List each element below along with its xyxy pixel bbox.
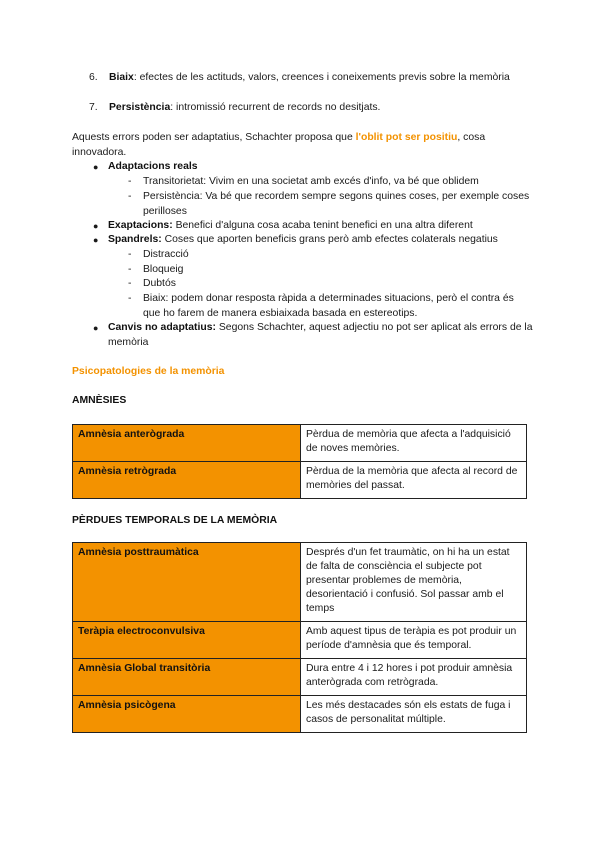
row-value: Pèrdua de la memòria que afecta al record de memòries del passat. [301,462,527,499]
sub-item [128,263,533,278]
intro-paragraph [72,131,542,160]
dash-icon: - [128,191,132,202]
row-key: Amnèsia posttraumàtica [73,543,301,622]
highlight-text: l'oblit pot ser positiu [355,132,458,143]
table-row [73,696,527,733]
bullet-dot-icon: ● [93,235,99,245]
item-text: : intromissió recurrent de records no desitjats. [170,102,381,113]
bullet-adaptacions [93,160,533,175]
row-value: Dura entre 4 i 12 hores i pot produir amnèsia anterògrada com retrògrada. [301,659,527,696]
table-row [73,425,527,462]
table-row [73,622,527,659]
item-number: 7. [89,102,98,113]
sub-item [128,175,533,190]
row-value: Després d'un fet traumàtic, on hi ha un estat de falta de consciència el subjecte pot presentar problemes de memòria, desorientació i confusió. Sol passar amb el temps [301,543,527,622]
sub-item [128,292,533,321]
row-key: Amnèsia anterògrada [73,425,301,462]
dash-icon: - [128,176,132,187]
bullet-dot-icon: ● [93,323,99,333]
dash-icon: - [128,264,132,275]
table-row [73,543,527,622]
bullet-text: Segons Schachter, aquest adjectiu no pot ser aplicat als errors de la memòria [108,322,533,348]
amnesies-title: AMNÈSIES [72,395,127,406]
bullet-text: Benefici d'alguna cosa acaba tenint benefici en una altra diferent [172,220,473,231]
sub-text: Dubtós [143,278,176,289]
bullet-term: Spandrels: [108,234,162,245]
table-row [73,462,527,499]
sub-text: Persistència: Va bé que recordem sempre segons quines coses, per exemple coses perilloses [143,191,530,217]
row-value: Pèrdua de memòria que afecta a l'adquisició de noves memòries. [301,425,527,462]
sub-text: Biaix: podem donar resposta ràpida a determinades situacions, però el contra és que ho farem de manera esbiaixada basada en estereotips. [143,293,514,319]
row-key: Amnèsia psicògena [73,696,301,733]
bullet-term: Adaptacions reals [108,161,198,172]
row-value: Les més destacades són els estats de fuga i casos de personalitat múltiple. [301,696,527,733]
sub-item [128,248,533,263]
bullet-canvis [93,321,533,350]
intro-text-end: , cosa innovadora. [72,132,486,158]
sub-item [128,277,533,292]
bullet-dot-icon: ● [93,221,99,231]
bullet-spandrels [93,233,533,248]
perdues-table [72,542,527,733]
item-term: Persistència [109,102,171,113]
item-number: 6. [89,72,98,83]
bullet-exaptacions [93,219,533,234]
bullet-term: Exaptacions: [108,220,173,231]
numbered-item-7 [89,101,529,116]
bullet-dot-icon: ● [93,162,99,172]
section-title: Psicopatologies de la memòria [72,366,225,377]
row-value: Amb aquest tipus de teràpia es pot produir un període d'amnèsia que és temporal. [301,622,527,659]
row-key: Amnèsia retrògrada [73,462,301,499]
bullet-text: Coses que aporten beneficis grans però amb efectes colaterals negatius [161,234,498,245]
numbered-item-6 [89,71,529,86]
sub-text: Bloqueig [143,264,184,275]
sub-text: Transitorietat: Vivim en una societat amb excés d'info, va bé que oblidem [143,176,479,187]
sub-text: Distracció [143,249,189,260]
row-key: Teràpia electroconvulsiva [73,622,301,659]
table-row [73,659,527,696]
item-text: : efectes de les actituds, valors, creences i coneixements previs sobre la memòria [133,72,510,83]
sub-item [128,190,533,219]
amnesies-table [72,424,527,499]
dash-icon: - [128,249,132,260]
row-key: Amnèsia Global transitòria [73,659,301,696]
dash-icon: - [128,293,132,304]
intro-text: Aquests errors poden ser adaptatius, Schachter proposa que [72,132,356,143]
dash-icon: - [128,278,132,289]
item-term: Biaix [109,72,134,83]
perdues-title: PÈRDUES TEMPORALS DE LA MEMÒRIA [72,515,278,526]
bullet-term: Canvis no adaptatius: [108,322,216,333]
